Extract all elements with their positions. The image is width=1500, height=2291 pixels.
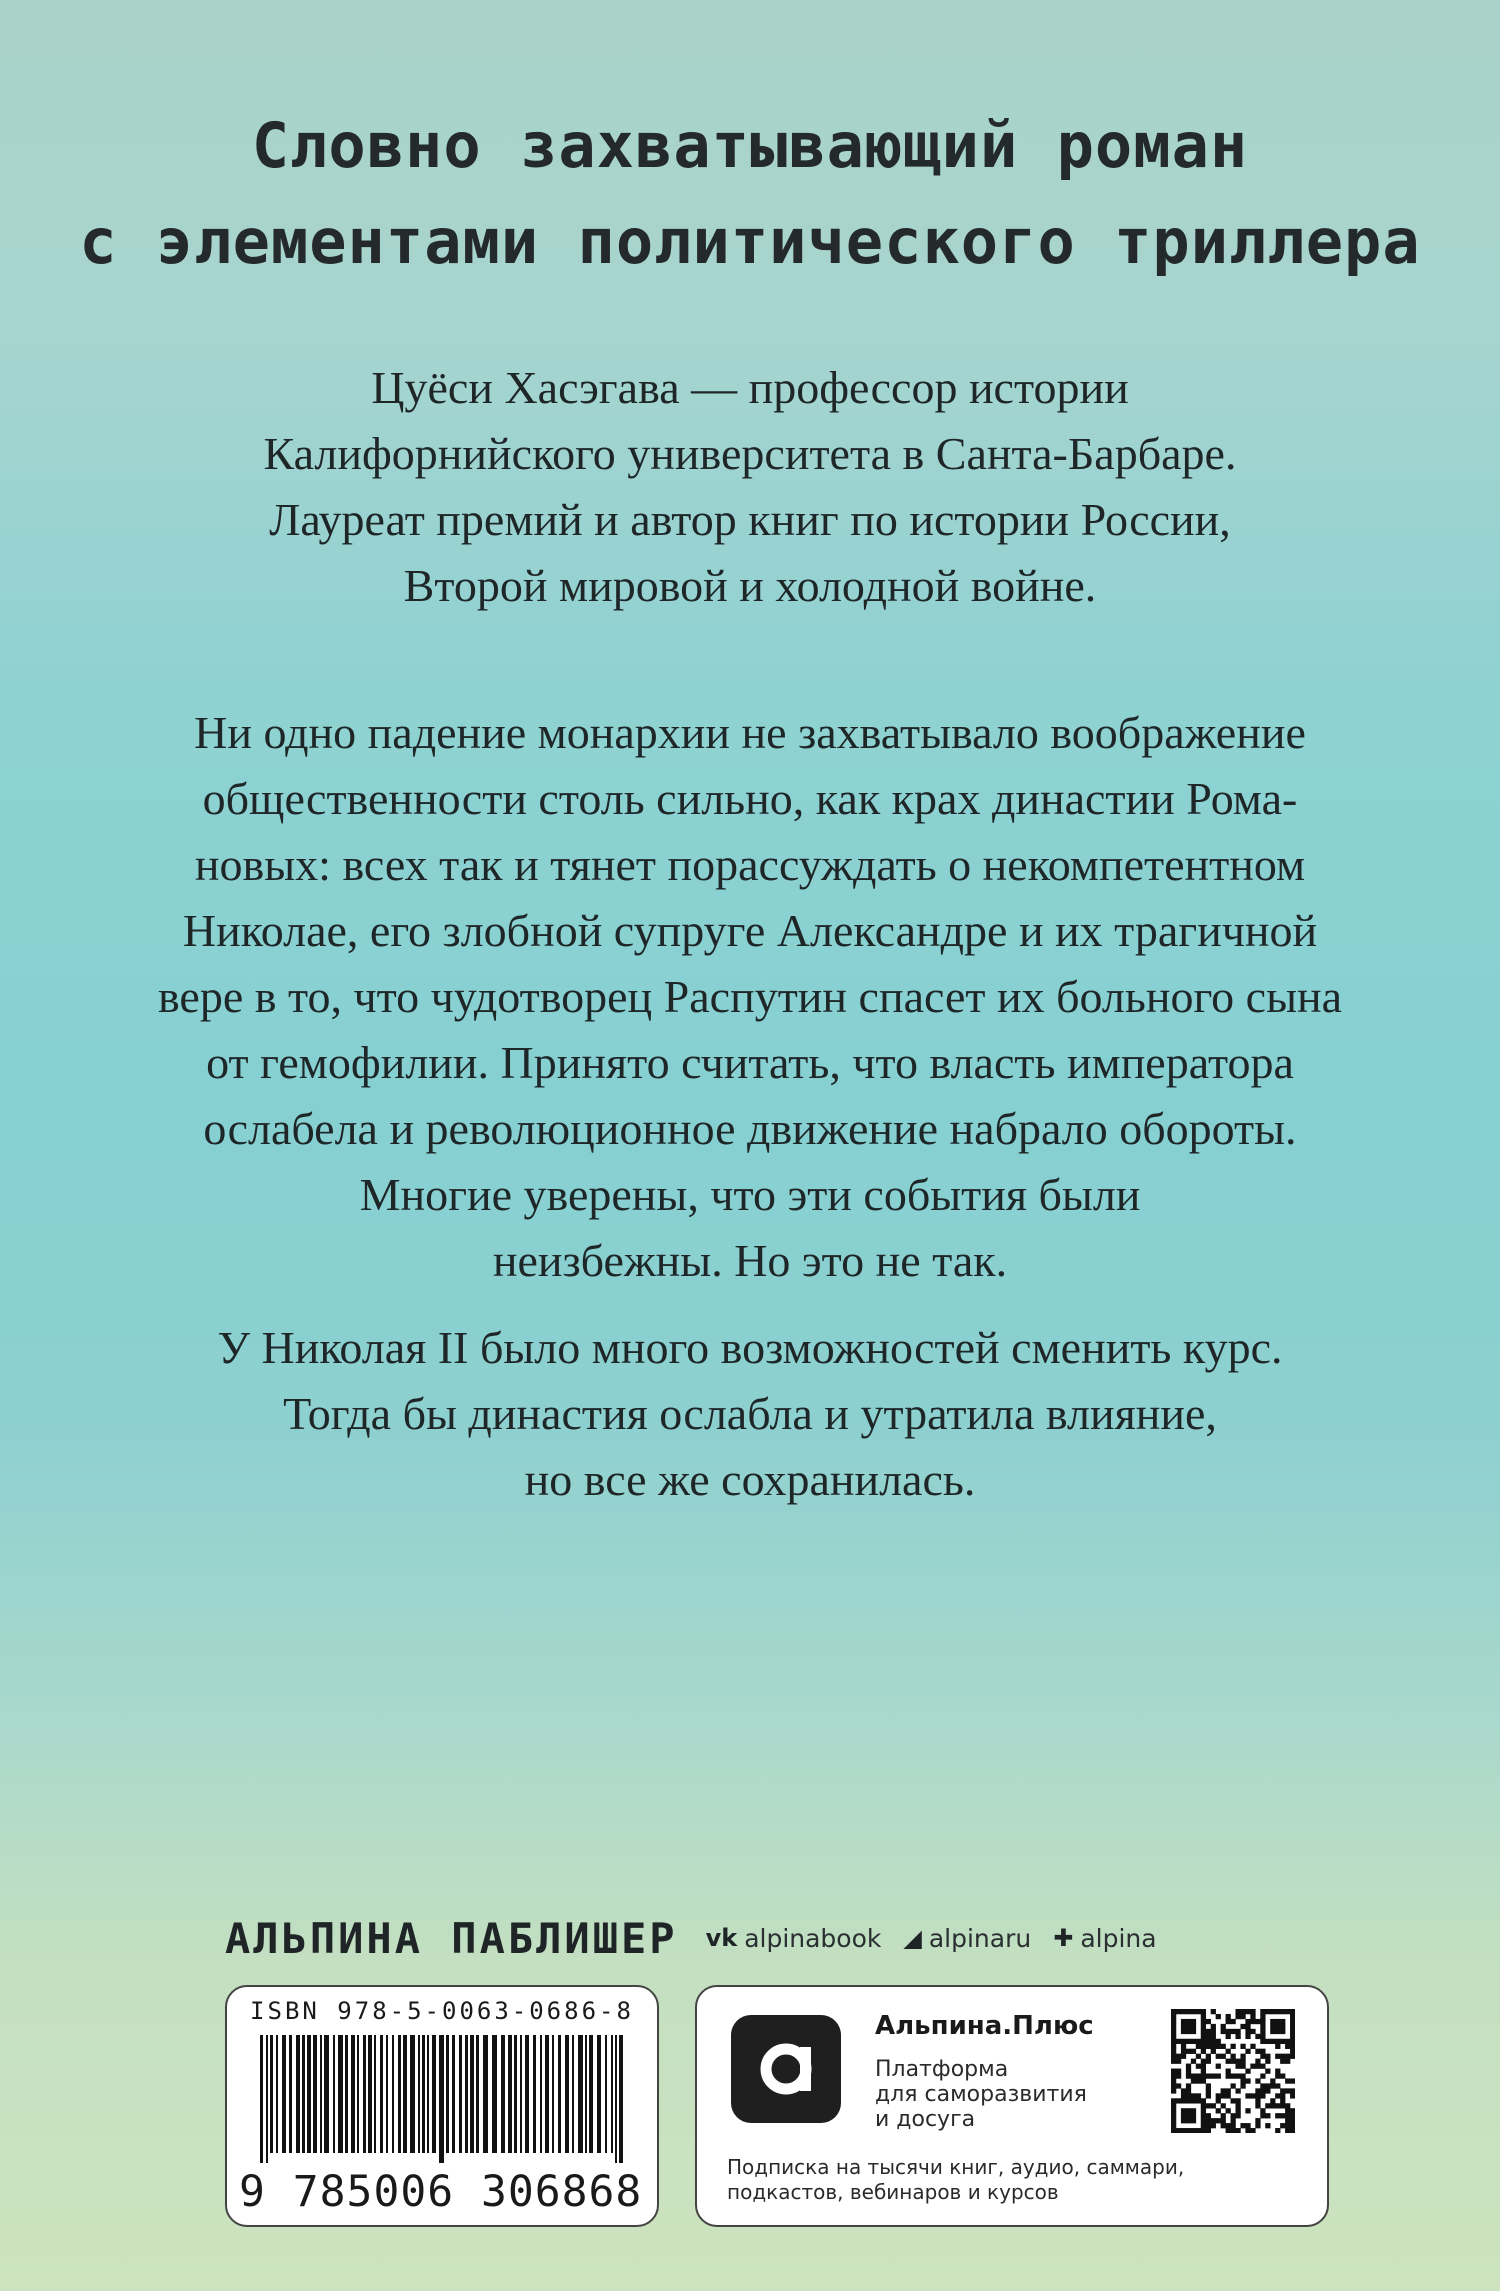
alpina-icon: ✚ bbox=[1053, 1924, 1074, 1952]
social-telegram[interactable] bbox=[903, 1924, 1031, 1953]
app-subtitle-line: и досуга bbox=[875, 2107, 976, 2132]
description-line: от гемофилии. Принято считать, что власть императора bbox=[206, 1037, 1294, 1088]
description-line: У Николая II было много возможностей сменить курс. bbox=[217, 1322, 1283, 1373]
author-bio-line: Второй мировой и холодной войне. bbox=[403, 560, 1097, 611]
description-line: неизбежны. Но это не так. bbox=[492, 1235, 1008, 1286]
telegram-icon: ◢ bbox=[903, 1924, 922, 1952]
social-handle: alpinabook bbox=[744, 1923, 882, 1953]
author-bio-line: Калифорнийского университета в Санта-Барбаре. bbox=[263, 428, 1237, 479]
social-handle: alpinaru bbox=[928, 1923, 1032, 1953]
description-line: но все же сохранилась. bbox=[524, 1454, 976, 1505]
author-bio-line: Лауреат премий и автор книг по истории России, bbox=[269, 494, 1231, 545]
social-handle: alpina bbox=[1080, 1923, 1157, 1953]
barcode-digits: 9 785006 306868 bbox=[239, 2167, 643, 2217]
app-promo-box bbox=[695, 1985, 1329, 2227]
description-line: Тогда бы династия ослабла и утратила влияние, bbox=[283, 1388, 1217, 1439]
description-line: Многие уверены, что эти события были bbox=[359, 1169, 1141, 1220]
app-subtitle bbox=[875, 2057, 1087, 2132]
headline-line-1: Словно захватывающий роман bbox=[251, 109, 1249, 182]
headline bbox=[0, 98, 1500, 290]
letter-a-icon bbox=[746, 2029, 826, 2109]
description-line: новых: всех так и тянет порассуждать о некомпетентном bbox=[194, 839, 1306, 890]
description-line: вере в то, что чудотворец Распутин спасет их больного сына bbox=[157, 971, 1343, 1022]
description-line: Ни одно падение монархии не захватывало воображение bbox=[194, 707, 1306, 758]
social-vk[interactable] bbox=[706, 1924, 882, 1953]
description-line: ослабела и революционное движение набрало обороты. bbox=[203, 1103, 1297, 1154]
publisher-row bbox=[225, 1908, 1325, 1968]
app-title: Альпина.Плюс bbox=[875, 2011, 1094, 2041]
description-second bbox=[0, 1315, 1500, 1513]
social-alpina[interactable] bbox=[1053, 1924, 1156, 1953]
app-subtitle-line: Платформа bbox=[875, 2057, 1009, 2082]
author-bio-line: Цуёси Хасэгава — профессор истории bbox=[371, 362, 1129, 413]
description-line: Николае, его злобной супруге Александре и их трагичной bbox=[182, 905, 1318, 956]
barcode-icon bbox=[260, 2035, 624, 2163]
description-line: общественности столь сильно, как крах династии Рома- bbox=[202, 773, 1298, 824]
app-note-line: подкастов, вебинаров и курсов bbox=[727, 2180, 1059, 2204]
qr-code-icon[interactable] bbox=[1171, 2009, 1295, 2133]
vk-icon: vk bbox=[705, 1924, 738, 1952]
app-note bbox=[727, 2155, 1184, 2205]
isbn-label: ISBN 978-5-0063-0686-8 bbox=[250, 1997, 634, 2025]
app-subtitle-line: для саморазвития bbox=[875, 2082, 1087, 2107]
alpina-plus-app-icon[interactable] bbox=[731, 2015, 841, 2123]
publisher-logo: АЛЬПИНА ПАБЛИШЕР bbox=[225, 1913, 678, 1963]
app-note-line: Подписка на тысячи книг, аудио, саммари, bbox=[727, 2155, 1185, 2179]
description bbox=[0, 700, 1500, 1294]
isbn-barcode-box bbox=[225, 1985, 659, 2227]
headline-line-2: с элементами политического триллера bbox=[79, 205, 1421, 278]
author-bio bbox=[0, 355, 1500, 619]
